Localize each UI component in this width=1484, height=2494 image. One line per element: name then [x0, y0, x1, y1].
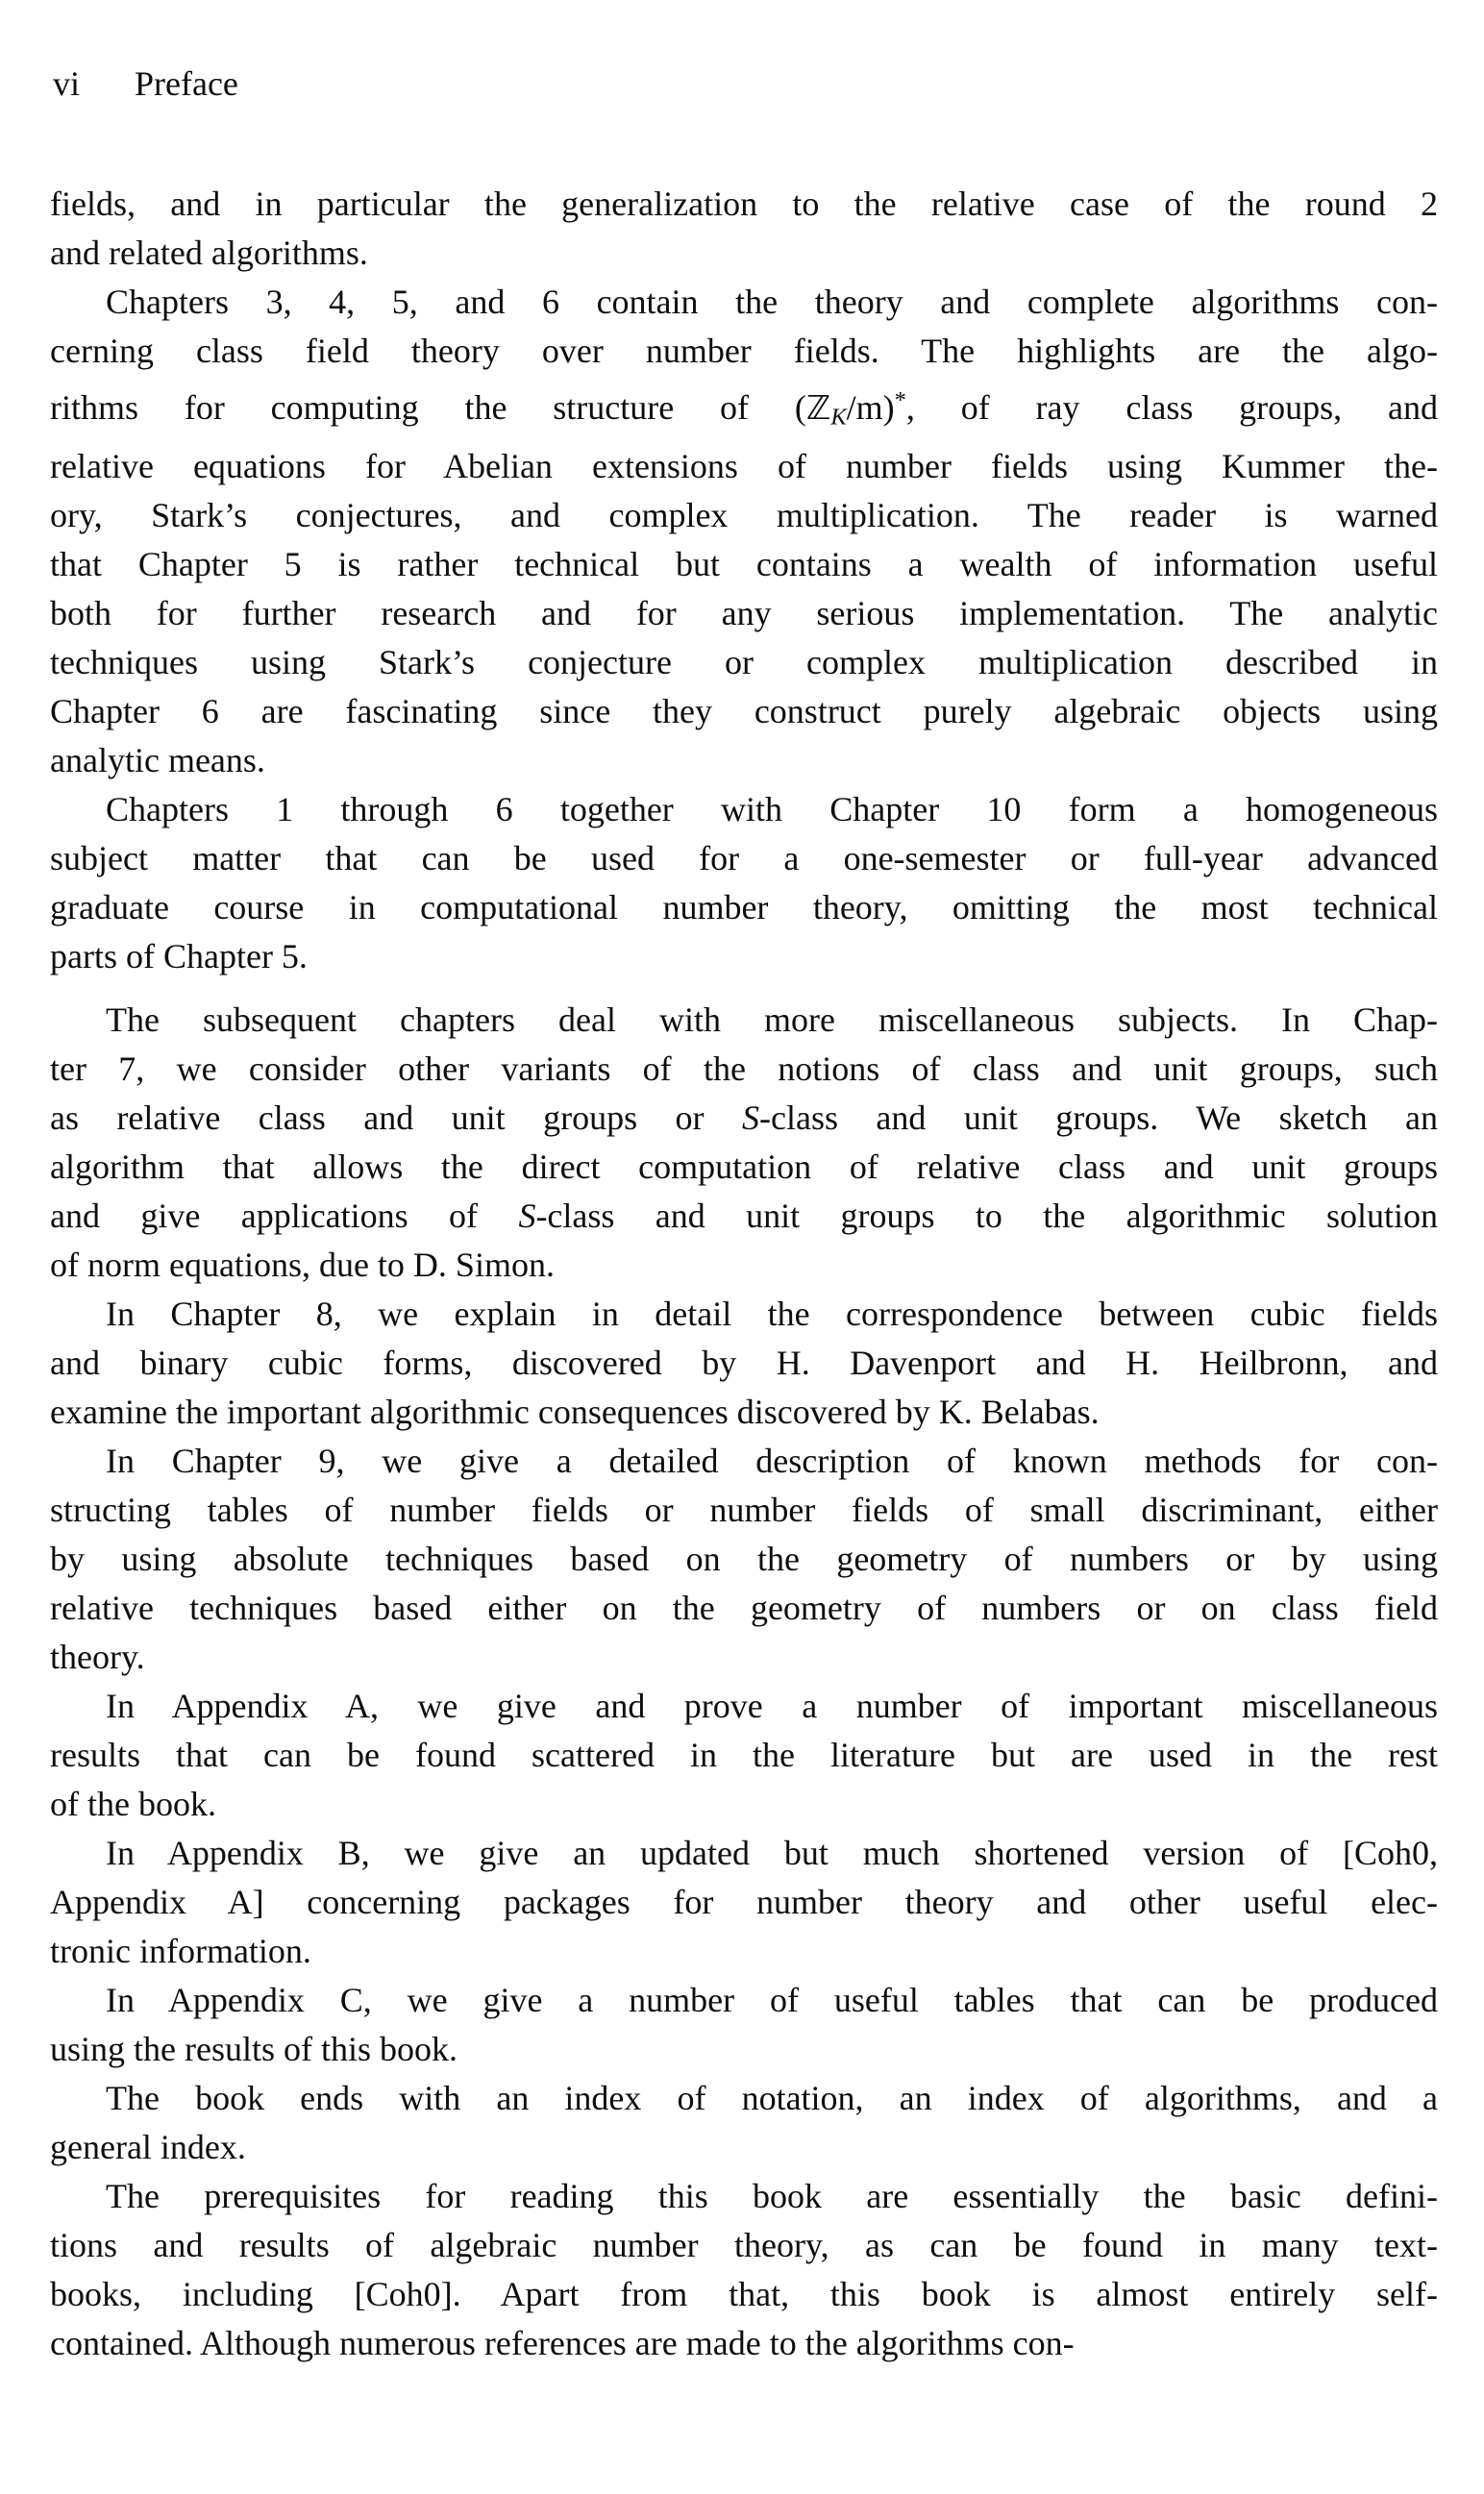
- text-line: [50, 883, 1438, 932]
- text-segment: cerning class field theory over number fields. The highlights are the algo-: [50, 332, 1438, 370]
- text-line: [50, 932, 1438, 981]
- text-line: [50, 2319, 1438, 2368]
- text-segment: tions and results of algebraic number theory, as can be found in many text-: [50, 2225, 1438, 2264]
- text-segment: The subsequent chapters deal with more miscellaneous subjects. In Chap-: [106, 1000, 1438, 1039]
- math-segment: K: [830, 404, 847, 431]
- text-segment: Chapter 6 are fascinating since they construct purely algebraic objects using: [50, 691, 1438, 730]
- text-line: [50, 736, 1438, 785]
- text-segment: In Chapter 9, we give a detailed description of known methods for con-: [106, 1441, 1438, 1480]
- text-line: [50, 376, 1438, 442]
- text-line: [50, 1878, 1438, 1927]
- text-line: [50, 2074, 1438, 2123]
- text-line: [50, 1388, 1438, 1437]
- text-line: [50, 491, 1438, 540]
- text-line: [50, 1780, 1438, 1829]
- text-segment: The book ends with an index of notation, an index of algorithms, and a: [106, 2078, 1438, 2117]
- text-segment: structing tables of number fields or number fields of small discriminant, either: [50, 1490, 1438, 1529]
- text-segment: rithms for computing the structure of (: [50, 388, 806, 428]
- text-line: [50, 1584, 1438, 1633]
- text-line: [50, 1486, 1438, 1535]
- text-segment: analytic means.: [50, 740, 265, 779]
- text-segment: -class and unit groups to the algorithmic solution: [535, 1196, 1439, 1235]
- text-segment: books, including [Coh0]. Apart from that, this book is almost entirely self-: [50, 2274, 1438, 2313]
- text-segment: of the book.: [50, 1784, 216, 1823]
- text-segment: of norm equations, due to D. Simon.: [50, 1245, 555, 1284]
- text-line: [50, 589, 1438, 638]
- text-line: [50, 540, 1438, 589]
- paragraph: [50, 1290, 1438, 1437]
- text-segment: contained. Although numerous references are made to the algorithms con-: [50, 2323, 1075, 2362]
- paragraph: [50, 1829, 1438, 1976]
- text-segment: The prerequisites for reading this book are essentially the basic defini-: [106, 2176, 1438, 2215]
- text-segment: examine the important algorithmic consequences discovered by K. Belabas.: [50, 1392, 1100, 1431]
- text-segment: techniques using Stark’s conjecture or complex multiplication described in: [50, 642, 1438, 681]
- running-title: Preface: [135, 64, 238, 103]
- text-line: [50, 834, 1438, 883]
- text-line: [50, 1143, 1438, 1192]
- page-number: vi: [53, 64, 81, 103]
- text-line: [50, 180, 1438, 229]
- paragraph: [50, 278, 1438, 785]
- text-segment: tronic information.: [50, 1931, 311, 1970]
- text-segment: /m): [846, 388, 895, 428]
- text-line: [50, 1094, 1438, 1143]
- paragraph: [50, 2172, 1438, 2368]
- paragraph: [50, 1437, 1438, 1682]
- text-segment: In Appendix A, we give and prove a number of important miscellaneous: [106, 1686, 1438, 1725]
- text-line: [50, 1535, 1438, 1584]
- paragraph: [50, 180, 1438, 278]
- paragraph: [50, 2074, 1438, 2172]
- text-line: [50, 1731, 1438, 1780]
- text-segment: Chapters 1 through 6 together with Chapter 10 form a homogeneous: [106, 789, 1438, 828]
- text-line: [50, 2025, 1438, 2074]
- text-segment: In Appendix B, we give an updated but much shortened version of [Coh0,: [106, 1833, 1438, 1872]
- text-line: [50, 1829, 1438, 1878]
- text-line: [50, 327, 1438, 376]
- math-segment: *: [894, 387, 906, 413]
- text-segment: results that can be found scattered in the literature but are used in the rest: [50, 1735, 1438, 1774]
- text-segment: and give applications of: [50, 1196, 519, 1235]
- text-line: [50, 687, 1438, 736]
- text-line: [50, 1633, 1438, 1682]
- text-segment: ory, Stark’s conjectures, and complex multiplication. The reader is warned: [50, 495, 1438, 534]
- text-segment: In Appendix C, we give a number of useful tables that can be produced: [106, 1980, 1438, 2019]
- text-line: [50, 1241, 1438, 1290]
- page-body: [50, 180, 1438, 2368]
- text-line: [50, 1192, 1438, 1241]
- text-segment: subject matter that can be used for a one-semester or full-year advanced: [50, 838, 1438, 877]
- text-line: [50, 442, 1438, 491]
- text-line: [50, 2270, 1438, 2319]
- text-segment: and binary cubic forms, discovered by H. Davenport and H. Heilbronn, and: [50, 1343, 1438, 1382]
- paragraph: [50, 1976, 1438, 2074]
- text-line: [50, 638, 1438, 687]
- text-line: [50, 2123, 1438, 2172]
- text-segment: parts of Chapter 5.: [50, 936, 308, 975]
- text-segment: relative techniques based either on the geometry of numbers or on class field: [50, 1588, 1438, 1627]
- text-segment: Chapters 3, 4, 5, and 6 contain the theory and complete algorithms con-: [106, 283, 1438, 321]
- text-segment: ter 7, we consider other variants of the notions of class and unit groups, such: [50, 1049, 1438, 1088]
- page-header: [0, 60, 1484, 109]
- text-line: [50, 1976, 1438, 2025]
- text-line: [50, 1339, 1438, 1388]
- math-segment: S: [518, 1196, 536, 1235]
- text-line: [50, 1045, 1438, 1094]
- text-line: [50, 1927, 1438, 1976]
- text-segment: by using absolute techniques based on the geometry of numbers or by using: [50, 1539, 1438, 1578]
- paragraph: [50, 1682, 1438, 1829]
- text-segment: relative equations for Abelian extensions of number fields using Kummer the-: [50, 446, 1438, 485]
- paragraph: [50, 785, 1438, 981]
- text-line: [50, 1290, 1438, 1339]
- text-line: [50, 229, 1438, 278]
- text-segment: general index.: [50, 2127, 246, 2166]
- text-segment: theory.: [50, 1637, 145, 1676]
- text-line: [50, 2172, 1438, 2221]
- text-segment: algorithm that allows the direct computation of relative class and unit groups: [50, 1147, 1438, 1186]
- text-line: [50, 785, 1438, 834]
- text-line: [50, 1437, 1438, 1486]
- math-segment: ℤ: [805, 389, 831, 429]
- math-segment: S: [742, 1098, 759, 1137]
- text-segment: , of ray class groups, and: [905, 388, 1438, 428]
- text-segment: as relative class and unit groups or: [50, 1098, 742, 1137]
- text-segment: and related algorithms.: [50, 234, 368, 272]
- text-line: [50, 1682, 1438, 1731]
- text-segment: -class and unit groups. We sketch an: [759, 1098, 1438, 1137]
- paragraph: [50, 996, 1438, 1290]
- text-line: [50, 996, 1438, 1045]
- text-segment: both for further research and for any serious implementation. The analytic: [50, 593, 1438, 632]
- text-segment: Appendix A] concerning packages for number theory and other useful elec-: [50, 1882, 1438, 1921]
- text-line: [50, 2221, 1438, 2270]
- text-segment: graduate course in computational number theory, omitting the most technical: [50, 887, 1438, 926]
- text-segment: fields, and in particular the generalization to the relative case of the round 2: [50, 185, 1438, 223]
- text-segment: that Chapter 5 is rather technical but contains a wealth of information useful: [50, 544, 1438, 583]
- text-line: [50, 278, 1438, 327]
- text-segment: using the results of this book.: [50, 2029, 458, 2068]
- text-segment: In Chapter 8, we explain in detail the correspondence between cubic fields: [106, 1294, 1438, 1333]
